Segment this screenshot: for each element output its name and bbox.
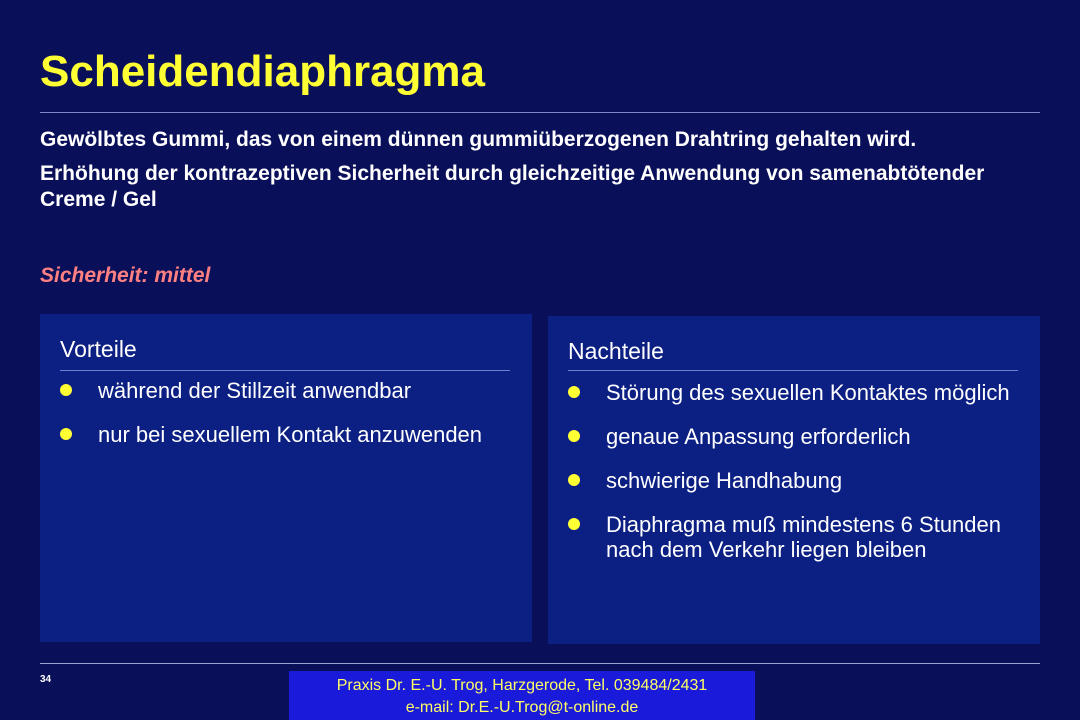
intro-line-safety-note: Erhöhung der kontrazeptiven Sicherheit durch gleichzeitige Anwendung von samenabtötender Creme / Gel [40,162,985,211]
footer-practice-line: Praxis Dr. E.-U. Trog, Harzgerode, Tel. 039484/2431 [336,677,708,694]
bullet-dot-icon [568,430,580,442]
safety-rating: Sicherheit: mittel [40,264,211,287]
disadvantages-heading: Nachteile [568,338,664,364]
bullet-dot-icon [60,428,72,440]
footer-contact [289,671,755,720]
page-number: 34 [40,674,52,685]
advantages-panel [40,314,532,642]
slide-title: Scheidendiaphragma [40,47,486,96]
footer-divider [40,663,1040,664]
list-item-text: während der Stillzeit anwendbar [98,378,412,403]
list-item-text: genaue Anpassung erforderlich [606,424,911,449]
advantages-divider [60,370,510,371]
bullet-dot-icon [568,386,580,398]
advantages-heading: Vorteile [60,336,137,362]
intro-line-description: Gewölbtes Gummi, das von einem dünnen gummiüberzogenen Drahtring gehalten wird. [40,128,917,151]
list-item [568,380,1023,405]
list-item [60,422,515,447]
bullet-dot-icon [568,474,580,486]
list-item [568,424,1023,449]
list-item-text: schwierige Handhabung [606,468,843,493]
list-item [568,468,1023,493]
list-item [568,512,1023,562]
disadvantages-panel [548,316,1040,644]
bullet-dot-icon [60,384,72,396]
list-item-text: Diaphragma muß mindestens 6 Stunden nach dem Verkehr liegen bleiben [606,512,1001,562]
bullet-dot-icon [568,518,580,530]
list-item-text: nur bei sexuellem Kontakt anzuwenden [98,422,483,447]
list-item-text: Störung des sexuellen Kontaktes möglich [606,380,1010,405]
footer-email-line: e-mail: Dr.E.-U.Trog@t-online.de [405,699,639,716]
advantages-list [60,378,515,466]
intro-text [40,127,1040,221]
list-item [60,378,515,403]
title-divider [40,112,1040,113]
disadvantages-divider [568,370,1018,371]
disadvantages-list [568,380,1023,581]
